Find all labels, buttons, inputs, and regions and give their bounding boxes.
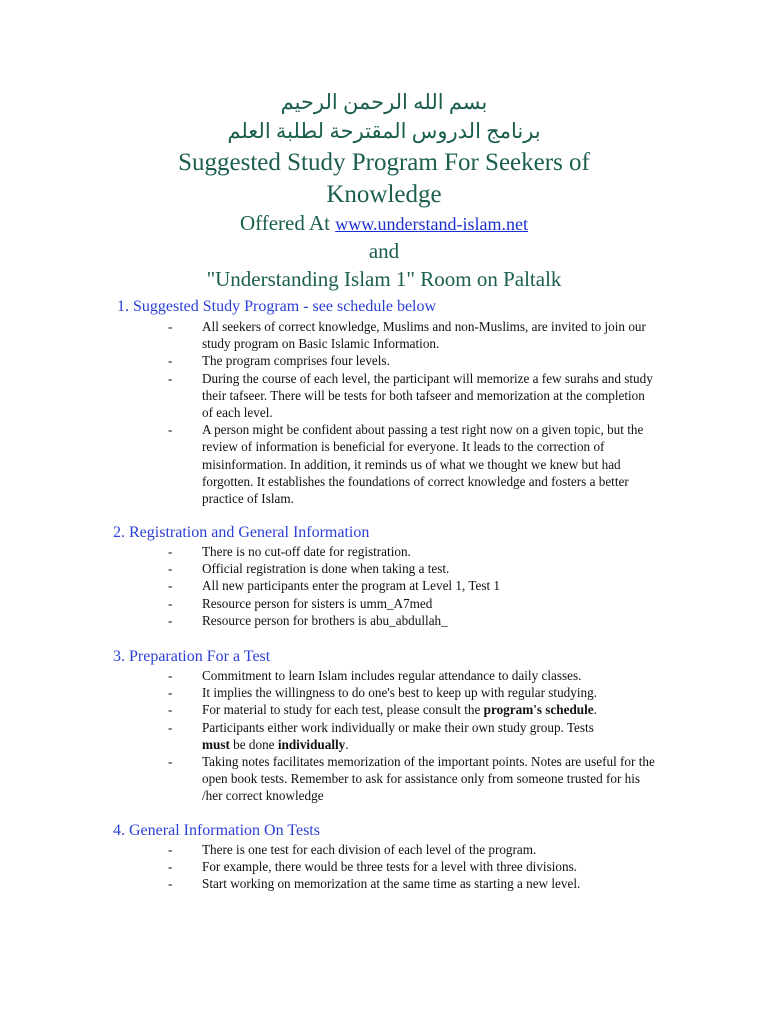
bullet-dash: - bbox=[168, 754, 173, 770]
bullet-dash: - bbox=[168, 612, 173, 628]
list-item: - All seekers of correct knowledge, Muslims and non-Muslims, are invited to join our study program on Basic Islamic Information. bbox=[168, 319, 646, 352]
bullet-dash: - bbox=[168, 578, 173, 594]
title-line-2: Knowledge bbox=[326, 181, 442, 208]
list-item: - Official registration is done when taking a test. bbox=[168, 561, 450, 577]
list-item: - During the course of each level, the participant will memorize a few surahs and study their tafseer. There will be tests for both tafseer and memorization at the completion of each level. bbox=[168, 370, 653, 421]
list-item: - The program comprises four levels. bbox=[168, 353, 390, 369]
list-item: - For example, there would be three tests for a level with three divisions. bbox=[168, 859, 578, 875]
list-item: - All new participants enter the program at Level 1, Test 1 bbox=[168, 578, 501, 594]
section-4-list bbox=[168, 841, 658, 893]
individually-emphasis: individually bbox=[277, 736, 346, 752]
paltalk-room-text: "Understanding Islam 1" Room on Paltalk bbox=[206, 267, 562, 291]
list-item: - Participants either work individually or make their own study group. Tests must be done individually. bbox=[168, 719, 594, 752]
section-1-heading: 1. Suggested Study Program - see schedule below bbox=[117, 298, 437, 315]
list-item: - Resource person for sisters is umm_A7med bbox=[168, 595, 433, 611]
bullet-dash: - bbox=[168, 370, 173, 386]
programs-schedule-emphasis: program's schedule bbox=[483, 702, 594, 718]
list-item: - Resource person for brothers is abu_abdullah_ bbox=[168, 612, 448, 628]
must-emphasis: must bbox=[202, 736, 230, 752]
bullet-dash: - bbox=[168, 319, 173, 334]
offered-at-line bbox=[0, 210, 768, 237]
section-3-heading: 3. Preparation For a Test bbox=[113, 648, 271, 665]
website-link[interactable]: www.understand-islam.net bbox=[335, 214, 529, 234]
bullet-dash: - bbox=[168, 842, 173, 857]
offered-at-label: Offered At bbox=[239, 211, 330, 235]
bullet-dash: - bbox=[168, 702, 173, 718]
list-item: - Commitment to learn Islam includes regular attendance to daily classes. bbox=[168, 668, 582, 683]
list-item: - It implies the willingness to do one's best to keep up with regular studying. bbox=[168, 685, 598, 701]
list-item: - For material to study for each test, please consult the program's schedule. bbox=[168, 702, 597, 718]
arabic-title: برنامج الدروس المقترحة لطلبة العلم bbox=[227, 119, 541, 143]
bullet-dash: - bbox=[168, 544, 173, 559]
bullet-dash: - bbox=[168, 353, 173, 369]
bullet-dash: - bbox=[168, 561, 173, 577]
document-header bbox=[0, 88, 768, 293]
section-1-list bbox=[168, 318, 658, 507]
bullet-dash: - bbox=[168, 685, 173, 701]
title-line-1: Suggested Study Program For Seekers of bbox=[178, 149, 590, 176]
list-item: - Taking notes facilitates memorization of the important points. Notes are useful for the open book tests. Remember to ask for assistance only from someone trusted for his /her correct knowledge bbox=[168, 754, 655, 804]
bullet-dash: - bbox=[168, 668, 173, 683]
list-item: - There is one test for each division of each level of the program. bbox=[168, 842, 537, 857]
bullet-dash: - bbox=[168, 876, 173, 892]
and-text: and bbox=[368, 239, 400, 263]
bullet-dash: - bbox=[168, 595, 173, 611]
section-3-list bbox=[168, 667, 658, 805]
list-item: - A person might be confident about passing a test right now on a given topic, but the review of information is beneficial for everyone. It leads to the correction of misinformation. In addition, it reminds us of what we thought we knew but had forgotten. It establishes the foundations of correct knowledge and fosters a better practice of Islam. bbox=[168, 422, 644, 507]
section-2-heading: 2. Registration and General Information bbox=[113, 524, 370, 541]
list-item: - There is no cut-off date for registration. bbox=[168, 544, 411, 559]
bullet-dash: - bbox=[168, 422, 173, 438]
section-2-list bbox=[168, 543, 658, 629]
bullet-dash: - bbox=[168, 859, 173, 875]
section-4-heading: 4. General Information On Tests bbox=[113, 822, 320, 839]
bullet-dash: - bbox=[168, 719, 173, 735]
list-item: - Start working on memorization at the same time as starting a new level. bbox=[168, 876, 581, 892]
arabic-basmala: بسم الله الرحمن الرحيم bbox=[280, 90, 488, 114]
